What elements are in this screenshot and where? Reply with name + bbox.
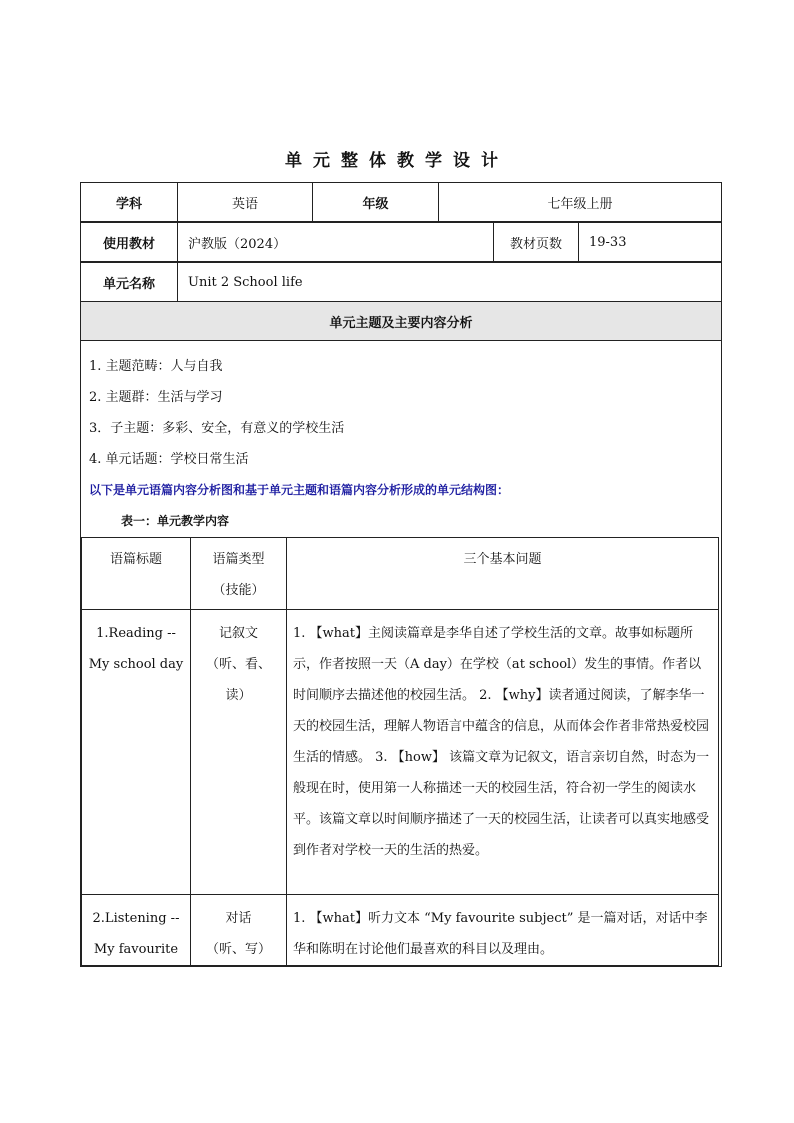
unit-value: Unit 2 School life bbox=[178, 263, 722, 302]
row-type-line: （听、写） bbox=[205, 942, 271, 957]
page-title: 单元整体教学设计 bbox=[285, 151, 509, 171]
analysis-item: 3．子主题：多彩、安全，有意义的学校生活 bbox=[89, 421, 345, 436]
textbook-label: 使用教材 bbox=[81, 223, 178, 262]
row-title-line: My school day bbox=[88, 657, 184, 672]
row-analysis: 1. 【what】听力文本 “My favourite subject” 是一篇对话，对话中李华和陈明在讨论他们最喜欢的科目以及理由。 bbox=[287, 895, 719, 966]
header-questions: 三个基本问题 bbox=[287, 538, 719, 610]
row-type bbox=[191, 895, 287, 966]
row-title-line: 1.Reading -- bbox=[96, 626, 176, 641]
subject-value: 英语 bbox=[178, 183, 313, 222]
header-type-label: 语篇类型 bbox=[212, 552, 265, 567]
table-row bbox=[82, 610, 719, 895]
analysis-block bbox=[81, 341, 722, 967]
row-type-line: 对话 bbox=[225, 911, 252, 926]
section-title: 单元主题及主要内容分析 bbox=[81, 302, 722, 341]
row-title bbox=[82, 895, 191, 966]
analysis-item: 1. 主题范畴：人与自我 bbox=[89, 359, 223, 374]
row-title-line: My favourite bbox=[93, 942, 179, 957]
row-type-line: （听、看、 bbox=[205, 657, 271, 672]
header-type bbox=[191, 538, 287, 610]
table-caption: 表一：单元教学内容 bbox=[121, 514, 230, 528]
pages-label: 教材页数 bbox=[494, 223, 579, 262]
grade-label: 年级 bbox=[313, 183, 439, 222]
analysis-note: 以下是单元语篇内容分析图和基于单元主题和语篇内容分析形成的单元结构图： bbox=[89, 483, 510, 497]
header-skill-label: （技能） bbox=[212, 583, 265, 598]
subject-label: 学科 bbox=[81, 183, 178, 222]
grade-value: 七年级上册 bbox=[439, 183, 722, 222]
row-title bbox=[82, 610, 191, 895]
unit-label: 单元名称 bbox=[81, 263, 178, 302]
row-type bbox=[191, 610, 287, 895]
pages-value: 19-33 bbox=[579, 223, 722, 262]
row-type-line: 记叙文 bbox=[218, 626, 258, 641]
content-table bbox=[81, 537, 719, 966]
analysis-item: 2. 主题群：生活与学习 bbox=[89, 390, 223, 405]
analysis-item: 4. 单元话题：学校日常生活 bbox=[89, 452, 249, 467]
row-type-line: 读） bbox=[225, 688, 252, 703]
row-title-line: 2.Listening -- bbox=[92, 911, 180, 926]
header-title: 语篇标题 bbox=[82, 538, 191, 610]
textbook-value: 沪教版（2024） bbox=[178, 223, 494, 262]
table-row bbox=[82, 895, 719, 966]
design-table bbox=[80, 182, 721, 967]
row-analysis: 1. 【what】主阅读篇章是李华自述了学校生活的文章。故事如标题所示，作者按照一天（A day）在学校（at school）发生的事情。作者以时间顺序去描述他的校园生活。 2. 【why】读者通过阅读，了解李华一天的校园生活，理解人物语言中蕴含的信息，从而体会作者非常热爱校园生活的情感。 3. 【how】 该篇文章为记叙文，语言亲切自然，时态为一般现在时，使用第一人称描述一天的校园生活，符合初一学生的阅读水平。该篇文章以时间顺序描述了一天的校园生活，让读者可以真实地感受到作者对学校一天的生活的热爱。 bbox=[287, 610, 719, 895]
